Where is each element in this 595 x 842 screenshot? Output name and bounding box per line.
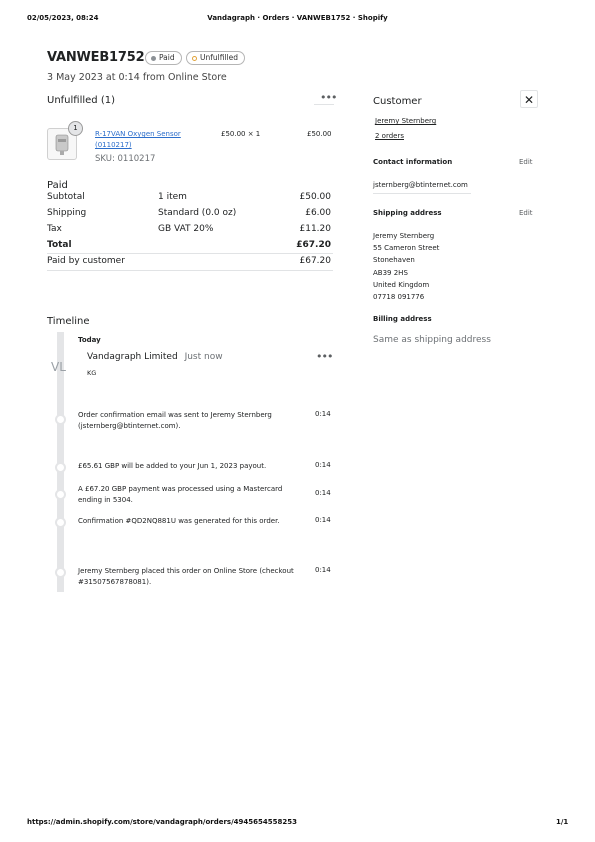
avatar: VL bbox=[51, 360, 66, 374]
divider bbox=[373, 193, 471, 194]
timeline-dot-icon bbox=[55, 567, 66, 578]
print-page-title: Vandagraph · Orders · VANWEB1752 · Shopify bbox=[207, 14, 388, 22]
timeline-event-time: 0:14 bbox=[315, 461, 331, 469]
payment-title: Paid bbox=[47, 180, 68, 191]
divider bbox=[47, 270, 333, 271]
shipping-detail: Standard (0.0 oz) bbox=[158, 208, 237, 218]
shipping-label: Shipping bbox=[47, 208, 87, 218]
contact-info-label: Contact information bbox=[373, 158, 453, 166]
more-actions-icon[interactable]: ••• bbox=[320, 91, 337, 104]
comment-body: KG bbox=[87, 369, 97, 377]
customer-title: Customer bbox=[373, 96, 422, 107]
quantity-badge: 1 bbox=[68, 121, 83, 136]
subtotal-label: Subtotal bbox=[47, 192, 85, 202]
customer-name-link[interactable]: Jeremy Sternberg bbox=[375, 117, 437, 125]
timeline-event-text: Confirmation #QD2NQ881U was generated for this order. bbox=[78, 517, 280, 525]
subtotal-detail: 1 item bbox=[158, 192, 187, 202]
timeline-event-text: Jeremy Sternberg placed this order on Online Store (checkout #31507567878081). bbox=[78, 567, 294, 586]
close-icon[interactable]: ✕ bbox=[520, 90, 538, 108]
subtotal-amount: £50.00 bbox=[299, 192, 331, 202]
shipping-address bbox=[373, 230, 439, 303]
paid-by-label: Paid by customer bbox=[47, 256, 125, 266]
address-line: Stonehaven bbox=[373, 256, 415, 265]
unfulfilled-badge bbox=[186, 51, 245, 65]
billing-address-label: Billing address bbox=[373, 315, 432, 323]
status-dot-icon bbox=[151, 56, 156, 61]
product-unit-price: £50.00 × 1 bbox=[221, 130, 261, 138]
total-label: Total bbox=[47, 240, 72, 250]
timeline-event-text: A £67.20 GBP payment was processed using a Mastercard ending in 5304. bbox=[78, 485, 283, 504]
paid-badge bbox=[145, 51, 182, 65]
unfulfilled-title: Unfulfilled (1) bbox=[47, 95, 115, 106]
tax-detail: GB VAT 20% bbox=[158, 224, 214, 234]
comment-header bbox=[87, 352, 223, 362]
comment-time: Just now bbox=[184, 352, 223, 362]
comment-author: Vandagraph Limited bbox=[87, 352, 178, 362]
timeline-dot-icon bbox=[55, 462, 66, 473]
timeline-event-time: 0:14 bbox=[315, 566, 331, 574]
divider bbox=[314, 104, 334, 105]
product-sku: SKU: 0110217 bbox=[95, 154, 156, 164]
timeline-dot-icon bbox=[55, 414, 66, 425]
print-url: https://admin.shopify.com/store/vandagraph/orders/4945654558253 bbox=[27, 818, 297, 826]
timeline-event-time: 0:14 bbox=[315, 489, 331, 497]
address-line: Jeremy Sternberg bbox=[373, 232, 435, 240]
product-name-link[interactable] bbox=[95, 130, 181, 149]
timeline-event-time: 0:14 bbox=[315, 516, 331, 524]
status-dot-icon bbox=[192, 56, 197, 61]
customer-orders-link[interactable]: 2 orders bbox=[375, 132, 404, 140]
billing-address-value: Same as shipping address bbox=[373, 335, 491, 345]
tax-label: Tax bbox=[47, 224, 62, 234]
order-subtitle: 3 May 2023 at 0:14 from Online Store bbox=[47, 72, 227, 83]
product-name-line2: (0110217) bbox=[95, 141, 132, 149]
address-line: 55 Cameron Street bbox=[373, 244, 440, 253]
timeline-title: Timeline bbox=[47, 316, 90, 327]
customer-email[interactable]: jsternberg@btinternet.com bbox=[373, 181, 468, 189]
divider bbox=[47, 253, 333, 254]
timeline-dot-icon bbox=[55, 489, 66, 500]
unfulfilled-badge-label: Unfulfilled bbox=[200, 53, 238, 62]
order-title: VANWEB1752 bbox=[47, 50, 145, 65]
contact-edit-button[interactable]: Edit bbox=[519, 158, 533, 166]
comment-more-icon[interactable]: ••• bbox=[316, 350, 333, 363]
address-line: United Kingdom bbox=[373, 280, 430, 289]
paid-by-amount: £67.20 bbox=[299, 256, 331, 266]
tax-amount: £11.20 bbox=[299, 224, 331, 234]
address-line: AB39 2HS bbox=[373, 268, 408, 277]
timeline-event-text: £65.61 GBP will be added to your Jun 1, 2023 payout. bbox=[78, 462, 267, 470]
timeline-event-text: Order confirmation email was sent to Jeremy Sternberg (jsternberg@btinternet.com). bbox=[78, 411, 272, 430]
total-amount: £67.20 bbox=[296, 240, 331, 250]
product-name-line1: R-17VAN Oxygen Sensor bbox=[95, 130, 181, 138]
address-phone: 07718 091776 bbox=[373, 293, 425, 302]
product-line-total: £50.00 bbox=[307, 130, 332, 138]
print-page-number: 1/1 bbox=[556, 818, 569, 826]
timeline-event-time: 0:14 bbox=[315, 410, 331, 418]
timeline-today-label: Today bbox=[78, 336, 101, 344]
shipping-edit-button[interactable]: Edit bbox=[519, 209, 533, 217]
shipping-amount: £6.00 bbox=[305, 208, 331, 218]
shipping-address-label: Shipping address bbox=[373, 209, 442, 217]
print-date: 02/05/2023, 08:24 bbox=[27, 14, 99, 22]
paid-badge-label: Paid bbox=[159, 53, 175, 62]
timeline-dot-icon bbox=[55, 517, 66, 528]
